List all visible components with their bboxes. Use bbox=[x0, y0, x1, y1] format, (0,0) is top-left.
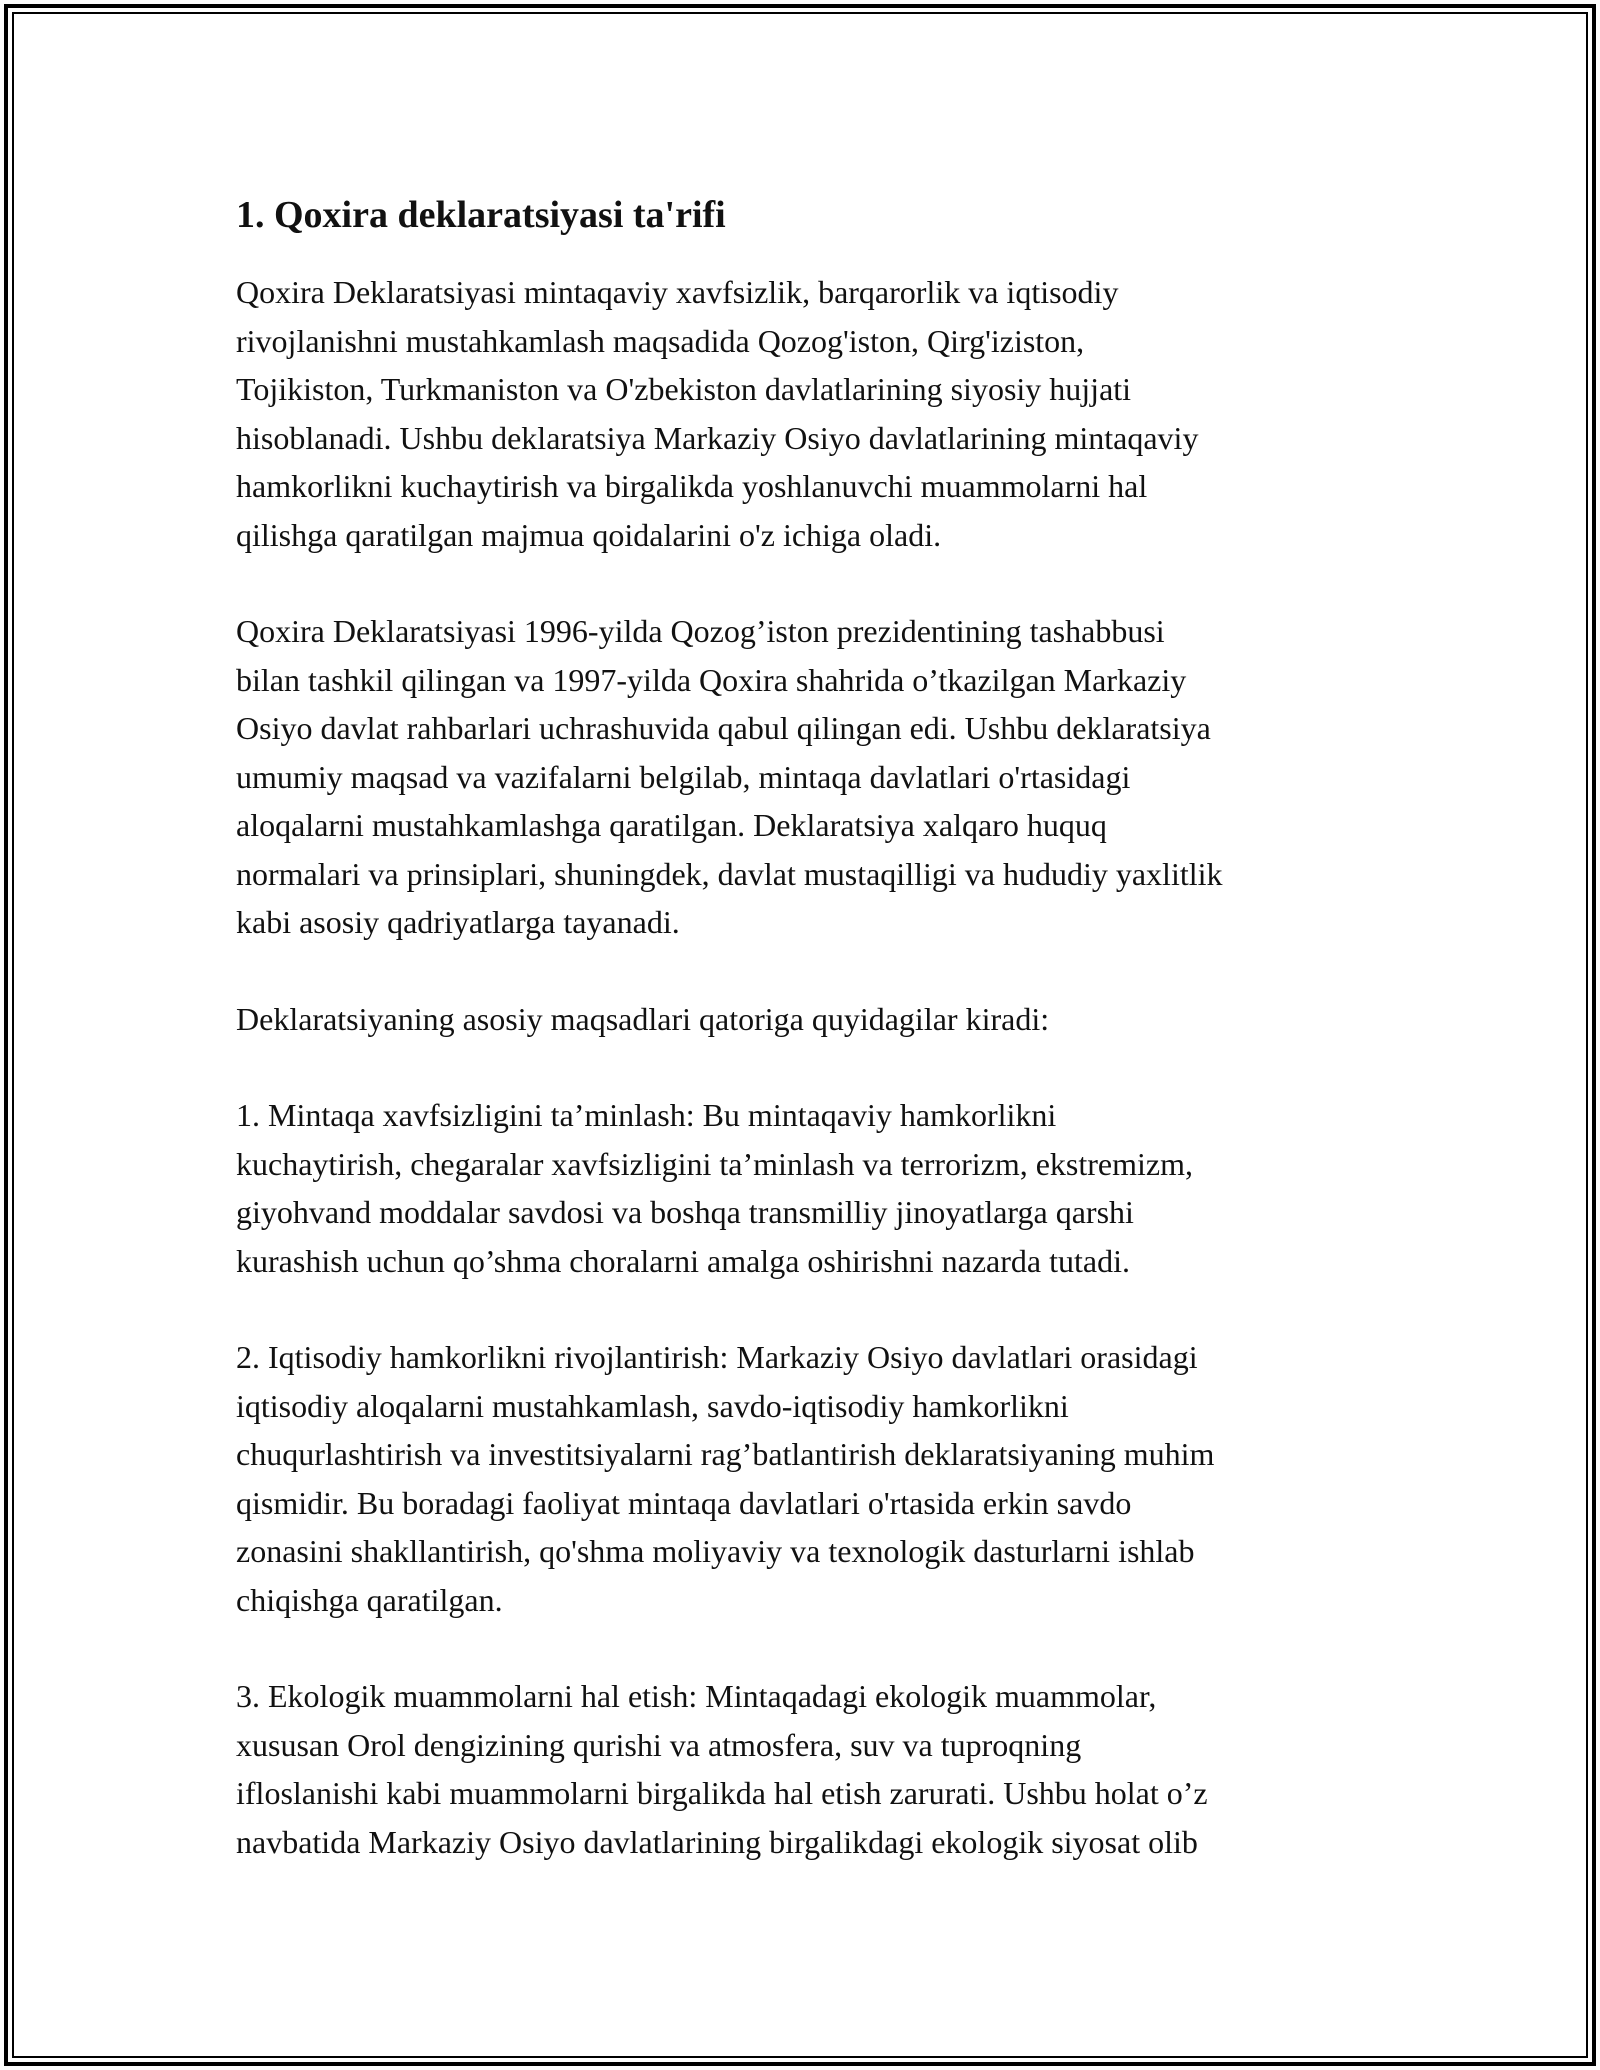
document-body bbox=[236, 190, 1386, 1866]
list-item-ecology: 3. Ekologik muammolarni hal etish: Mintaqadagi ekologik muammolar, xususan Orol dengizining qurishi va atmosfera, suv va tuproqning ifloslanishi kabi muammolarni birgalikda hal etish zarurati. Ushbu holat o’z navbatida Markaziy Osiyo davlatlarining birgalikdagi ekologik siyosat olib bbox=[236, 1678, 1208, 1860]
list-item-security: 1. Mintaqa xavfsizligini ta’minlash: Bu mintaqaviy hamkorlikni kuchaytirish, chegaralar xavfsizligini ta’minlash va terrorizm, ekstremizm, giyohvand moddalar savdosi va boshqa transmilliy jinoyatlarga qarshi kurashish uchun qo’shma choralarni amalga oshirishni nazarda tutadi. bbox=[236, 1097, 1193, 1279]
paragraph-definition: Qoxira Deklaratsiyasi mintaqaviy xavfsizlik, barqarorlik va iqtisodiy rivojlanishni mustahkamlash maqsadida Qozog'iston, Qirg'iziston, Tojikiston, Turkmaniston va O'zbekiston davlatlarining siyosiy hujjati hisoblanadi. Ushbu deklaratsiya Markaziy Osiyo davlatlarining mintaqaviy hamkorlikni kuchaytirish va birgalikda yoshlanuvchi muammolarni hal qilishga qaratilgan majmua qoidalarini o'z ichiga oladi. bbox=[236, 274, 1199, 553]
section-heading: 1. Qoxira deklaratsiyasi ta'rifi bbox=[236, 194, 726, 236]
paragraph-history: Qoxira Deklaratsiyasi 1996-yilda Qozog’iston prezidentining tashabbusi bilan tashkil qilingan va 1997-yilda Qoxira shahrida o’tkazilgan Markaziy Osiyo davlat rahbarlari uchrashuvida qabul qilingan edi. Ushbu deklaratsiya umumiy maqsad va vazifalarni belgilab, mintaqa davlatlari o'rtasidagi aloqalarni mustahkamlashga qaratilgan. Deklaratsiya xalqaro huquq normalari va prinsiplari, shuningdek, davlat mustaqilligi va hududiy yaxlitlik kabi asosiy qadriyatlarga tayanadi. bbox=[236, 613, 1223, 940]
list-item-economy: 2. Iqtisodiy hamkorlikni rivojlantirish: Markaziy Osiyo davlatlari orasidagi iqtisodiy aloqalarni mustahkamlash, savdo-iqtisodiy hamkorlikni chuqurlashtirish va investitsiyalarni rag’batlantirish deklaratsiyaning muhim qismidir. Bu boradagi faoliyat mintaqa davlatlari o'rtasida erkin savdo zonasini shakllantirish, qo'shma moliyaviy va texnologik dasturlarni ishlab chiqishga qaratilgan. bbox=[236, 1339, 1215, 1618]
paragraph-goals-intro: Deklaratsiyaning asosiy maqsadlari qatoriga quyidagilar kiradi: bbox=[236, 1000, 1050, 1037]
